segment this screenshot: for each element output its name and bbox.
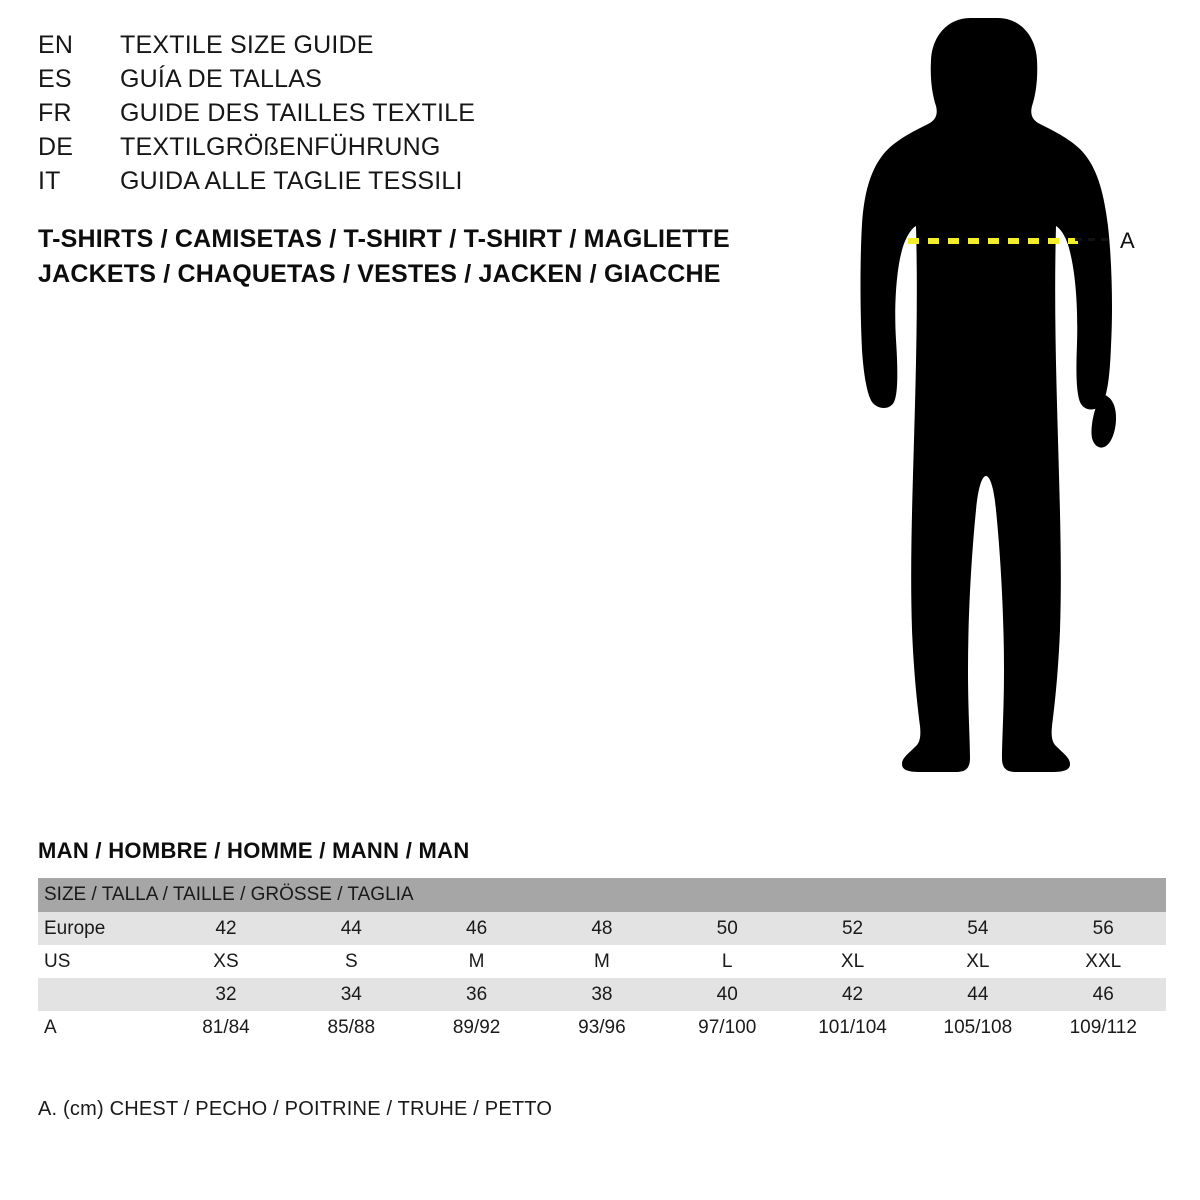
language-text: GUÍA DE TALLAS bbox=[120, 65, 322, 93]
row-label bbox=[38, 978, 163, 1011]
cell: 44 bbox=[289, 912, 414, 945]
cell: 36 bbox=[414, 978, 539, 1011]
row-label: US bbox=[38, 945, 163, 978]
body-silhouette-icon bbox=[820, 10, 1180, 800]
footnote-chest: A. (cm) CHEST / PECHO / POITRINE / TRUHE / PETTO bbox=[38, 1098, 553, 1120]
cell: 42 bbox=[790, 978, 915, 1011]
language-row bbox=[38, 96, 738, 130]
garment-line-tshirts: T-SHIRTS / CAMISETAS / T-SHIRT / T-SHIRT / MAGLIETTE bbox=[38, 225, 730, 253]
language-text: GUIDE DES TAILLES TEXTILE bbox=[120, 99, 476, 127]
table-row bbox=[38, 912, 1166, 945]
cell: 34 bbox=[289, 978, 414, 1011]
garment-line-jackets: JACKETS / CHAQUETAS / VESTES / JACKEN / GIACCHE bbox=[38, 260, 721, 288]
cell: 50 bbox=[665, 912, 790, 945]
table-row bbox=[38, 1011, 1166, 1044]
table-group-title: MAN / HOMBRE / HOMME / MANN / MAN bbox=[38, 838, 470, 863]
measure-label-a: A bbox=[1120, 228, 1135, 253]
cell: XL bbox=[915, 945, 1040, 978]
language-text: GUIDA ALLE TAGLIE TESSILI bbox=[120, 167, 463, 195]
table-row bbox=[38, 945, 1166, 978]
figure-area bbox=[820, 10, 1180, 800]
language-code: DE bbox=[38, 133, 74, 161]
cell: XS bbox=[163, 945, 288, 978]
cell: 101/104 bbox=[790, 1011, 915, 1044]
language-text: TEXTILE SIZE GUIDE bbox=[120, 31, 374, 59]
cell: 44 bbox=[915, 978, 1040, 1011]
language-code: ES bbox=[38, 65, 72, 93]
language-row bbox=[38, 164, 738, 198]
cell: 54 bbox=[915, 912, 1040, 945]
size-table bbox=[38, 878, 1166, 1044]
cell: 38 bbox=[539, 978, 664, 1011]
cell: 93/96 bbox=[539, 1011, 664, 1044]
table-header-row bbox=[38, 878, 1166, 912]
language-row bbox=[38, 62, 738, 96]
language-row bbox=[38, 28, 738, 62]
cell: L bbox=[665, 945, 790, 978]
language-code: FR bbox=[38, 99, 72, 127]
cell: M bbox=[539, 945, 664, 978]
size-table-section bbox=[38, 838, 1166, 1044]
language-code: EN bbox=[38, 31, 74, 59]
cell: 32 bbox=[163, 978, 288, 1011]
cell: 46 bbox=[1041, 978, 1167, 1011]
cell: 109/112 bbox=[1041, 1011, 1167, 1044]
cell: 40 bbox=[665, 978, 790, 1011]
row-label: Europe bbox=[38, 912, 163, 945]
cell: S bbox=[289, 945, 414, 978]
cell: 56 bbox=[1041, 912, 1167, 945]
row-label: A bbox=[38, 1011, 163, 1044]
garment-type-lines bbox=[38, 222, 798, 292]
table-header-label: SIZE / TALLA / TAILLE / GRÖSSE / TAGLIA bbox=[38, 878, 1166, 912]
cell: 42 bbox=[163, 912, 288, 945]
measure-leader-dashes bbox=[1075, 238, 1113, 241]
cell: 46 bbox=[414, 912, 539, 945]
cell: 85/88 bbox=[289, 1011, 414, 1044]
cell: 81/84 bbox=[163, 1011, 288, 1044]
language-row bbox=[38, 130, 738, 164]
language-code: IT bbox=[38, 167, 61, 195]
cell: 89/92 bbox=[414, 1011, 539, 1044]
cell: 52 bbox=[790, 912, 915, 945]
language-list bbox=[38, 28, 738, 198]
cell: 97/100 bbox=[665, 1011, 790, 1044]
cell: 48 bbox=[539, 912, 664, 945]
table-row bbox=[38, 978, 1166, 1011]
language-text: TEXTILGRÖßENFÜHRUNG bbox=[120, 133, 441, 161]
cell: M bbox=[414, 945, 539, 978]
cell: XXL bbox=[1041, 945, 1167, 978]
cell: 105/108 bbox=[915, 1011, 1040, 1044]
cell: XL bbox=[790, 945, 915, 978]
